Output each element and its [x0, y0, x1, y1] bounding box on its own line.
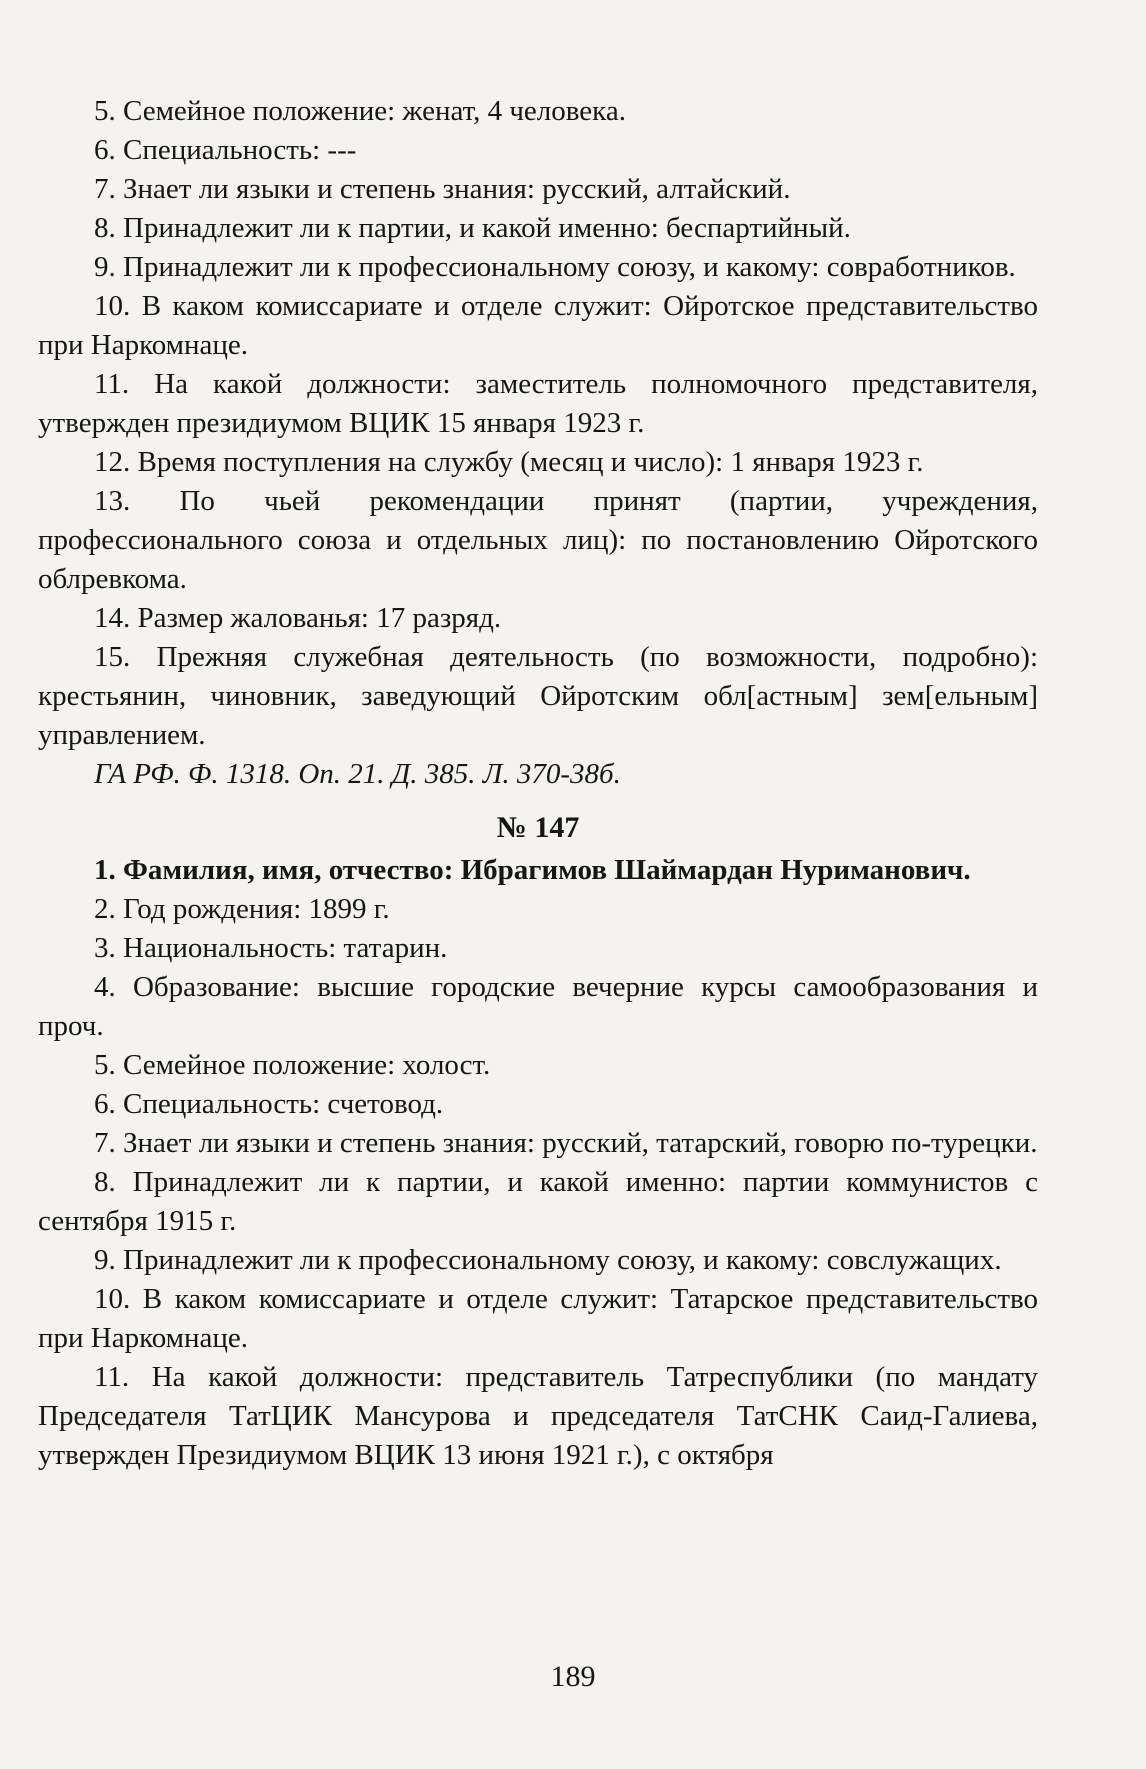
list-item: 9. Принадлежит ли к профессиональному союзу, и какому: совработников. — [94, 251, 1016, 283]
list-item: 13. По чьей рекомендации принят (партии, учреждения, профессионального союза и отдельных лиц): по постановлению Ойротского облревкома. — [38, 485, 1038, 595]
page-number: 189 — [550, 1660, 596, 1693]
list-item: 12. Время поступления на службу (месяц и число): 1 января 1923 г. — [94, 446, 924, 478]
list-item: 3. Национальность: татарин. — [94, 932, 448, 964]
list-item: 10. В каком комиссариате и отделе служит: Татарское представительство при Наркомнаце. — [38, 1283, 1038, 1354]
list-item: 6. Специальность: счетовод. — [94, 1088, 444, 1120]
document-number-heading: № 147 — [496, 811, 580, 844]
list-item: 15. Прежняя служебная деятельность (по возможности, подробно): крестьянин, чиновник, заведующий Ойротским обл[астным] зем[ельным] управлением. — [38, 641, 1038, 751]
body-text — [38, 92, 1038, 1475]
list-item: 4. Образование: высшие городские вечерние курсы самообразования и проч. — [38, 971, 1038, 1042]
list-item: 6. Специальность: --- — [94, 134, 357, 166]
list-item: 8. Принадлежит ли к партии, и какой именно: партии коммунистов с сентября 1915 г. — [38, 1166, 1038, 1237]
list-item: 5. Семейное положение: женат, 4 человека. — [94, 95, 626, 127]
list-item: 10. В каком комиссариате и отделе служит: Ойротское представительство при Наркомнаце. — [38, 290, 1038, 361]
list-item: 11. На какой должности: заместитель полномочного представителя, утвержден президиумом ВЦИК 15 января 1923 г. — [38, 368, 1038, 439]
list-item: 14. Размер жалованья: 17 разряд. — [94, 602, 502, 634]
list-item: 5. Семейное положение: холост. — [94, 1049, 491, 1081]
archive-source-reference: ГА РФ. Ф. 1318. Оп. 21. Д. 385. Л. 370-38б. — [94, 758, 621, 790]
list-item: 2. Год рождения: 1899 г. — [94, 893, 390, 925]
list-item: 7. Знает ли языки и степень знания: русский, татарский, говорю по-турецки. — [94, 1127, 1038, 1159]
list-item: 7. Знает ли языки и степень знания: русский, алтайский. — [94, 173, 791, 205]
list-item: 8. Принадлежит ли к партии, и какой именно: беспартийный. — [94, 212, 851, 244]
list-item-name: 1. Фамилия, имя, отчество: Ибрагимов Шаймардан Нуриманович. — [94, 854, 971, 886]
list-item: 11. На какой должности: представитель Татреспублики (по мандату Председателя ТатЦИК Мансурова и председателя ТатСНК Саид-Галиева, утвержден Президиумом ВЦИК 13 июня 1921 г.), с октября — [38, 1361, 1038, 1471]
list-item: 9. Принадлежит ли к профессиональному союзу, и какому: совслужащих. — [94, 1244, 1002, 1276]
